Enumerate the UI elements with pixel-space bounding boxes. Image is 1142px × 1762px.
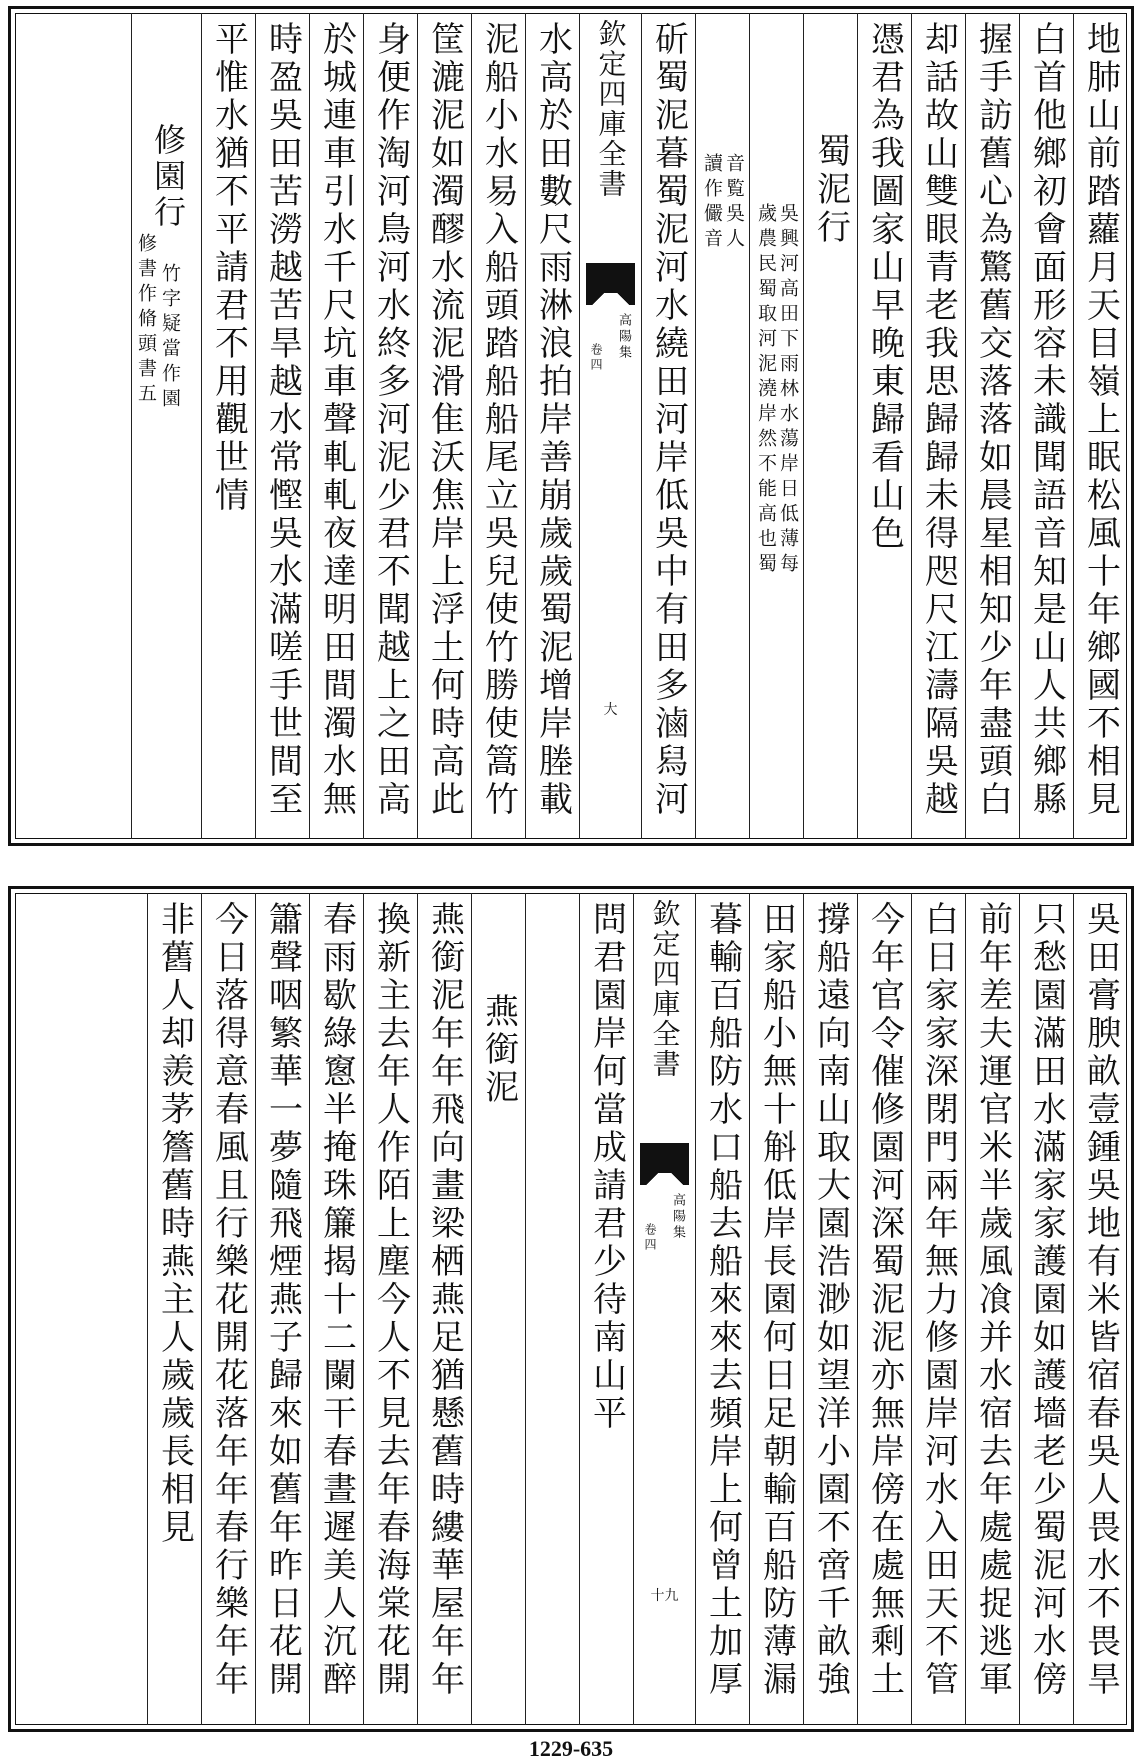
text-column [309,893,363,1725]
text-column [363,13,417,839]
text-column [803,893,857,1725]
text-column [255,13,309,839]
text-column [201,893,255,1725]
text-column [309,13,363,839]
column-text: 吳田膏腴畝壹鍾吳地有米皆宿春吳人畏水不畏旱 [1080,901,1121,1699]
text-column [579,893,633,1725]
column-text: 握手訪舊心為驚舊交落落如晨星相知少年盡頭白 [972,21,1013,819]
text-column [147,893,201,1725]
column-text: 憑君為我圖家山早晚東歸看山色 [864,21,905,553]
column-text: 今日落得意春風且行樂花開花落年年春行樂年年 [208,901,249,1699]
fish-tail-mark [586,263,635,293]
text-column [857,893,911,1725]
text-column [911,893,965,1725]
poem-title: 燕銜泥 [478,993,519,1107]
note-text: 讀作儼音 [701,153,723,253]
top-page-block [8,6,1134,846]
column-text: 身便作淘河鳥河水終多河泥少君不聞越上之田高 [370,21,411,819]
column-text: 今年官令催修園河深蜀泥泥亦無岸傍在處無剩土 [864,901,905,1699]
column-text: 平惟水猶不平請君不用觀世情 [208,21,249,515]
text-column [363,893,417,1725]
column-text: 却話故山雙眼青老我思歸歸未得咫尺江濤隔吳越 [918,21,959,819]
column-text: 非舊人却羨茅簷舊時燕主人歲歲長相見 [154,901,195,1547]
fish-tail-mark [640,1143,689,1173]
note-text: 歲農民蜀取河泥澆岸然不能高也蜀 [755,203,777,578]
text-column [255,893,309,1725]
text-column [695,893,749,1725]
column-text: 泥船小水易入船頭踏船船尾立吳兒使竹勝使篙竹 [478,21,519,819]
column-text: 換新主去年人作陌上塵今人不見去年春海棠花開 [370,901,411,1699]
column-text: 問君園岸何當成請君少待南山平 [586,901,627,1433]
text-column [1019,893,1073,1725]
note-text: 音覧吳人 [723,153,745,253]
text-column [1073,893,1127,1725]
banner-page-number: 十九 [650,1588,679,1604]
column-text: 燕銜泥年年飛向畫梁栖燕足猶懸舊時縷華屋年年 [424,901,465,1699]
column-text: 簫聲咽繁華一夢隨飛煙燕子歸來如舊年昨日花開 [262,901,303,1699]
banner-book-name: 高陽集 [616,313,631,361]
text-column [201,13,255,839]
column-text: 時盈吳田苦澇越苦旱越水常慳吳水滿嗟手世間至 [262,21,303,819]
column-text: 春雨歇綠窻半掩珠簾揭十二闌干春晝遲美人沉醉 [316,901,357,1699]
page-number-footer: 1229-635 [528,1736,614,1761]
note-text: 修書作脩頭書五 [135,233,157,408]
text-column [471,13,525,839]
text-column [749,893,803,1725]
column-text: 撐船遠向南山取大園浩渺如望洋小園不啻千畝強 [810,901,851,1699]
poem-title: 蜀泥行 [810,133,851,247]
column-text: 斫蜀泥暮蜀泥河水繞田河岸低吳中有田多滷舄河 [648,21,689,819]
text-column [857,13,911,839]
text-column [965,893,1019,1725]
banner-page-number: 大 [603,702,618,718]
banner-volume: 卷四 [589,343,603,373]
banner-volume: 卷四 [643,1223,657,1253]
pronunciation-note-column [695,13,749,839]
text-column [911,13,965,839]
column-text: 前年差夫運官米半歲風飡并水宿去年處處捉逃軍 [972,901,1013,1699]
column-text: 田家船小無十斛低岸長園何日足朝輸百船防薄漏 [756,901,797,1699]
column-text: 地肺山前踏蘿月天目嶺上眠松風十年鄉國不相見 [1080,21,1121,819]
note-text: 吳興河高田下雨林水蕩岸日低薄每 [777,203,799,578]
column-text: 只愁園滿田水滿家家護園如護墻老少蜀泥河水傍 [1026,901,1067,1699]
blank-column [525,893,579,1725]
column-text: 暮輸百船防水口船去船來來去頻岸上何曾土加厚 [702,901,743,1699]
column-text: 白首他鄉初會面形容未識聞語音知是山人共鄉縣 [1026,21,1067,819]
last-title-column [131,13,201,839]
poem-title-column [803,13,857,839]
center-banner [579,13,641,839]
banner-title: 欽定四庫全書 [648,899,682,1079]
text-column [965,13,1019,839]
title-note-column [749,13,803,839]
text-column [417,13,471,839]
text-column [641,13,695,839]
text-column [525,13,579,839]
note-text: 竹字疑當作園 [159,263,181,413]
banner-book-name: 高陽集 [670,1193,685,1241]
text-column [417,893,471,1725]
bottom-page-block [8,886,1134,1732]
poem-title-column [471,893,525,1725]
column-text: 白日家家深閉門兩年無力修園岸河水入田天不管 [918,901,959,1699]
column-text: 筐漉泥如濁醪水流泥滑隹沃焦岸上浮土何時高此 [424,21,465,819]
column-text: 水高於田數尺雨淋浪拍岸善崩歲歲蜀泥增岸塍載 [532,21,573,819]
center-banner [633,893,695,1725]
text-column [1073,13,1127,839]
top-columns [15,13,1127,839]
bottom-columns [15,893,1127,1725]
column-text: 於城連車引水千尺坑車聲軋軋夜達明田間濁水無 [316,21,357,819]
banner-title: 欽定四庫全書 [594,19,628,199]
poem-title: 修園行 [149,123,187,231]
text-column [1019,13,1073,839]
